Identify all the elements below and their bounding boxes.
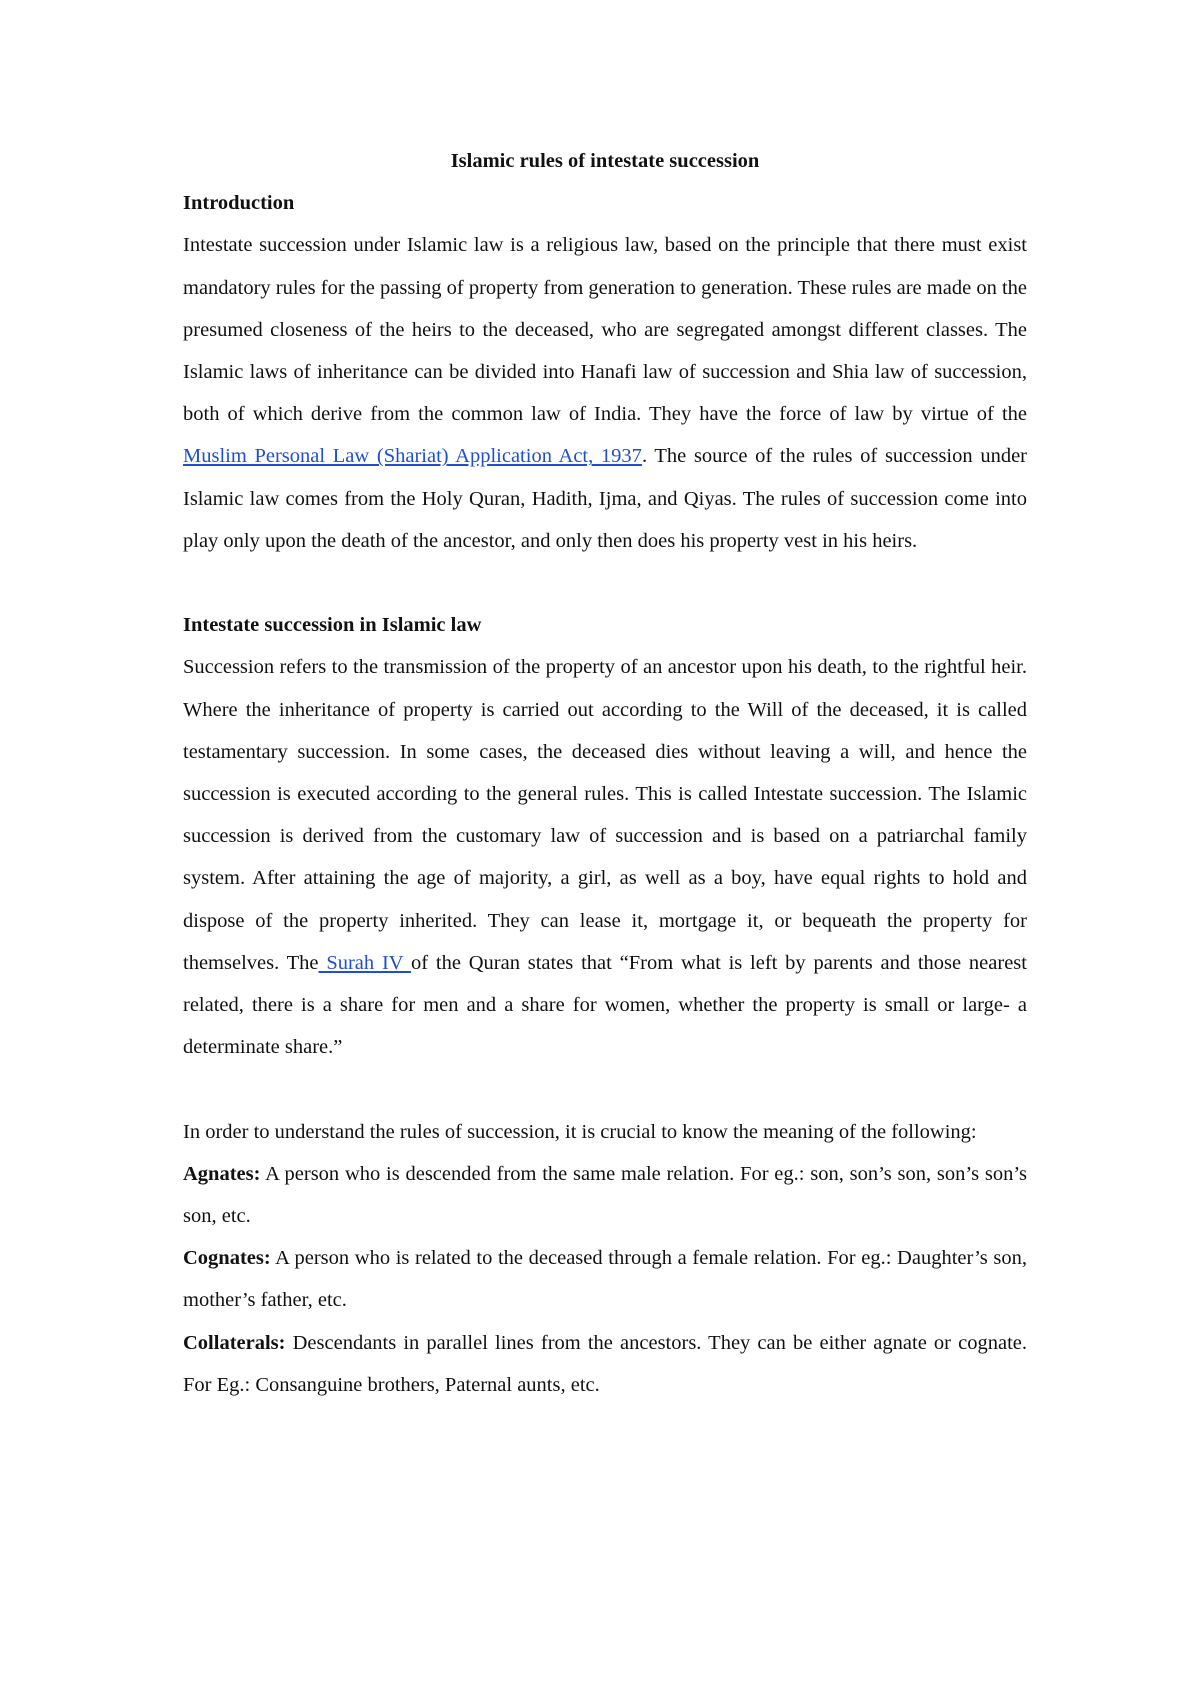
paragraph-spacer <box>183 562 1027 604</box>
understand-paragraph: In order to understand the rules of succession, it is crucial to know the meaning of the following: <box>183 1120 977 1143</box>
intro-paragraph <box>183 224 1027 562</box>
intro-text-before-link: Intestate succession under Islamic law is a religious law, based on the principle that there must exist mandatory rules for the passing of property from generation to generation. These rules are made on the presumed closeness of the heirs to the deceased, who are segregated amongst different classes. The Islamic laws of inheritance can be divided into Hanafi law of succession and Shia law of succession, both of which derive from the common law of India. They have the force of law by virtue of the <box>183 234 1027 426</box>
surah-iv-link[interactable]: Surah IV <box>318 951 411 974</box>
section-text-before-link: Succession refers to the transmission of the property of an ancestor upon his death, to the rightful heir. Where the inheritance of property is carried out according to the Will of the deceased, it is called testamentary succession. In some cases, the deceased dies without leaving a will, and hence the succession is executed according to the general rules. This is called Intestate succession. The Islamic succession is derived from the customary law of succession and is based on a patriarchal family system. After attaining the age of majority, a girl, as well as a boy, have equal rights to hold and dispose of the property inherited. They can lease it, mortgage it, or bequeath the property for themselves. The <box>183 656 1027 974</box>
intro-heading: Introduction <box>183 192 295 215</box>
definition-term: Cognates: <box>183 1247 271 1270</box>
section-paragraph <box>183 646 1027 1068</box>
definition-text: Descendants in parallel lines from the ancestors. They can be either agnate or cognate. For Eg.: Consanguine brothers, Paternal aunts, etc. <box>183 1331 1027 1396</box>
definition-collaterals <box>183 1322 1027 1406</box>
definition-text: A person who is related to the deceased through a female relation. For eg.: Daughter’s son, mother’s father, etc. <box>183 1247 1027 1312</box>
document-title: Islamic rules of intestate succession <box>450 150 760 172</box>
section-text-after-link: of the Quran states that “From what is left by parents and those nearest related, there is a share for men and a share for women, whether the property is small or large- a determinate share.” <box>183 951 1027 1059</box>
definition-agnates <box>183 1153 1027 1237</box>
shariat-act-link[interactable]: Muslim Personal Law (Shariat) Application Act, 1937 <box>183 445 642 468</box>
definition-term: Agnates: <box>183 1162 261 1185</box>
section-heading: Intestate succession in Islamic law <box>183 614 482 637</box>
paragraph-spacer <box>183 1068 1027 1110</box>
definition-text: A person who is descended from the same male relation. For eg.: son, son’s son, son’s son’s son, etc. <box>183 1162 1027 1228</box>
definition-cognates <box>183 1237 1027 1321</box>
document-body <box>183 140 1027 1406</box>
definition-term: Collaterals: <box>183 1331 286 1354</box>
intro-text-after-link: . The source of the rules of succession under Islamic law comes from the Holy Quran, Hadith, Ijma, and Qiyas. The rules of succession come into play only upon the death of the ancestor, and only then does his property vest in his heirs. <box>183 445 1027 552</box>
